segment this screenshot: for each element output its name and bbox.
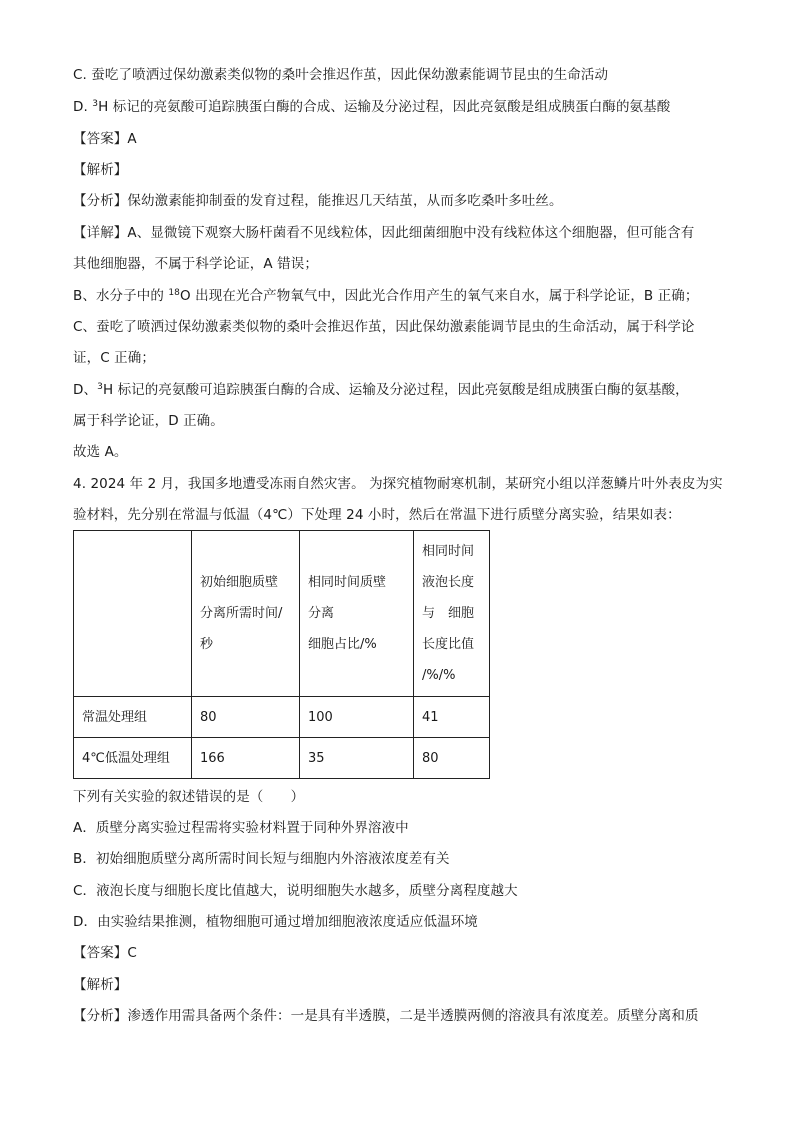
detail-text: 其他细胞器，不属于科学论证，A 错误； [73,256,318,272]
detail-text: 【详解】A、显微镜下观察大肠杆菌看不见线粒体，因此细菌细胞中没有线粒体这个细胞器，但可能含有 [73,225,695,241]
analysis-label: 【解析】 [73,977,128,993]
table-cell: 常温处理组 [74,697,192,738]
table-row [74,697,490,738]
text: O 出现在光合产物氧气中，因此光合作用产生的氧气来自水，属于科学论证，B 正确； [180,288,699,304]
analysis-text: 【分析】保幼激素能抑制蚕的发育过程，能推迟几天结茧，从而多吃桑叶多吐丝。 [73,193,563,209]
text: D. [73,99,93,115]
table-cell: 35 [300,738,414,779]
detail-text: 证，C 正确； [73,350,155,366]
detail-text: C、蚕吃了喷洒过保幼激素类似物的桑叶会推迟作茧，因此保幼激素能调节昆虫的生命活动，属于科学论 [73,319,695,335]
header-line: /%/% [422,668,456,683]
analysis-label: 【解析】 [73,162,128,178]
table-row [74,738,490,779]
detail-text [73,380,689,400]
header-line: 相同时间质壁 [308,575,387,590]
table-header-row [74,531,490,697]
question-stem: 验材料，先分别在常温与低温（4℃）下处理 24 小时，然后在常温下进行质壁分离实验，结果如表： [73,507,681,523]
table-cell: 41 [414,697,490,738]
table-header-cell [414,531,490,697]
header-line: 相同时间 [422,544,475,559]
table-cell: 4℃低温处理组 [74,738,192,779]
option-c: C．液泡长度与细胞长度比值越大，说明细胞失水越多，质壁分离程度越大 [73,883,518,899]
header-line: 细胞占比/% [308,637,377,652]
question-prompt: 下列有关实验的叙述错误的是（ ） [73,789,305,805]
text: H 标记的亮氨酸可追踪胰蛋白酶的合成、运输及分泌过程，因此亮氨酸是组成胰蛋白酶的氨基酸， [102,382,689,398]
table-header-cell [74,531,192,697]
text: B、水分子中的 [73,288,169,304]
header-line: 液泡长度 [422,575,475,590]
text: D、 [73,382,98,398]
answer-label: 【答案】C [73,945,137,961]
header-line: 长度比值 [422,637,475,652]
table-cell: 80 [414,738,490,779]
results-table [73,530,490,779]
answer-label: 【答案】A [73,131,137,147]
header-line: 初始细胞质壁 [200,575,279,590]
header-line: 与 细胞 [422,606,475,621]
conclusion: 故选 A。 [73,444,128,460]
option-d-prev [73,97,670,117]
table-header-cell [300,531,414,697]
superscript: 3 [92,99,99,109]
detail-text: 属于科学论证，D 正确。 [73,413,224,429]
option-b: B．初始细胞质壁分离所需时间长短与细胞内外溶液浓度差有关 [73,851,450,867]
superscript: 3 [97,382,103,392]
superscript: 18 [168,288,181,298]
option-d: D．由实验结果推测，植物细胞可通过增加细胞液浓度适应低温环境 [73,914,478,930]
table-header-cell [192,531,300,697]
analysis-text: 【分析】渗透作用需具备两个条件：一是具有半透膜，二是半透膜两侧的溶液具有浓度差。质壁分离和质 [73,1008,699,1024]
header-line: 秒 [200,637,214,652]
option-a: A．质壁分离实验过程需将实验材料置于同种外界溶液中 [73,820,409,836]
table-cell: 100 [300,697,414,738]
option-c-prev: C. 蚕吃了喷洒过保幼激素类似物的桑叶会推迟作茧，因此保幼激素能调节昆虫的生命活动 [73,67,609,83]
table-cell: 166 [192,738,300,779]
text: H 标记的亮氨酸可追踪胰蛋白酶的合成、运输及分泌过程，因此亮氨酸是组成胰蛋白酶的氨基酸 [98,99,671,115]
detail-text [73,286,698,306]
header-line: 分离所需时间/ [200,606,283,621]
header-line: 分离 [308,606,335,621]
question-stem: 4. 2024 年 2 月，我国多地遭受冻雨自然灾害。 为探究植物耐寒机制，某研究小组以洋葱鳞片叶外表皮为实 [73,476,723,492]
table-cell: 80 [192,697,300,738]
